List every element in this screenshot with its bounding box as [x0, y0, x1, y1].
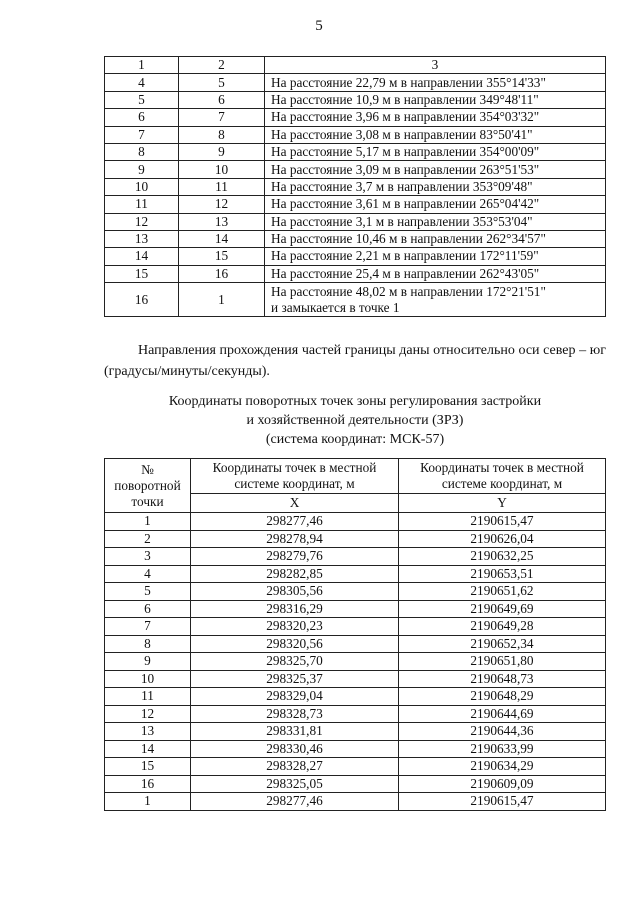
y-coordinate: 2190633,99 [399, 740, 606, 758]
from-point: 11 [105, 196, 179, 213]
from-point: 12 [105, 213, 179, 230]
y-coordinate: 2190652,34 [399, 635, 606, 653]
to-point: 1 [179, 283, 265, 317]
segment-description [265, 283, 606, 317]
point-number-header: № поворотной точки [105, 459, 191, 513]
from-point: 9 [105, 161, 179, 178]
segment-description: На расстояние 5,17 м в направлении 354°00'09" [265, 143, 606, 160]
y-coord-header: Координаты точек в местной системе координат, м [399, 459, 606, 494]
segment-description: На расстояние 3,09 м в направлении 263°51'53" [265, 161, 606, 178]
table-row [105, 565, 606, 583]
table-row [105, 775, 606, 793]
segment-description: На расстояние 10,46 м в направлении 262°34'57" [265, 230, 606, 247]
x-coordinate: 298325,70 [191, 653, 399, 671]
x-coordinate: 298328,27 [191, 758, 399, 776]
point-number: 2 [105, 530, 191, 548]
from-point: 14 [105, 248, 179, 265]
from-point: 4 [105, 74, 179, 91]
table-row [105, 618, 606, 636]
to-point: 6 [179, 91, 265, 108]
heading-line-1: Координаты поворотных точек зоны регулирования застройки [168, 394, 542, 409]
x-coordinate: 298277,46 [191, 513, 399, 531]
segment-description: На расстояние 3,61 м в направлении 265°04'42" [265, 196, 606, 213]
segment-description: На расстояние 3,1 м в направлении 353°53'04" [265, 213, 606, 230]
table-row [105, 723, 606, 741]
table-row [105, 74, 606, 91]
y-coordinate: 2190615,47 [399, 513, 606, 531]
table-row [105, 670, 606, 688]
table-row [105, 793, 606, 811]
to-point: 12 [179, 196, 265, 213]
x-coordinate: 298305,56 [191, 583, 399, 601]
table-row [105, 705, 606, 723]
table-row [105, 530, 606, 548]
from-point: 15 [105, 265, 179, 282]
x-coordinate: 298325,37 [191, 670, 399, 688]
segment-description: На расстояние 2,21 м в направлении 172°11'59" [265, 248, 606, 265]
x-coordinate: 298330,46 [191, 740, 399, 758]
x-coordinate: 298320,56 [191, 635, 399, 653]
y-coordinate: 2190651,62 [399, 583, 606, 601]
table-row [105, 248, 606, 265]
table-row [105, 213, 606, 230]
y-coordinate: 2190632,25 [399, 548, 606, 566]
table-row [105, 91, 606, 108]
y-coordinate: 2190653,51 [399, 565, 606, 583]
x-coordinate: 298278,94 [191, 530, 399, 548]
header-cell: 1 [105, 57, 179, 74]
from-point: 8 [105, 143, 179, 160]
table-row [105, 109, 606, 126]
segment-description: На расстояние 10,9 м в направлении 349°48'11" [265, 91, 606, 108]
y-coordinate: 2190651,80 [399, 653, 606, 671]
to-point: 5 [179, 74, 265, 91]
boundary-segments-table [104, 56, 606, 317]
x-coordinate: 298277,46 [191, 793, 399, 811]
table-row [105, 548, 606, 566]
point-number: 13 [105, 723, 191, 741]
page-number: 5 [315, 18, 323, 34]
table-row [105, 583, 606, 601]
from-point: 13 [105, 230, 179, 247]
y-coordinate: 2190609,09 [399, 775, 606, 793]
table-row [105, 758, 606, 776]
y-coordinate: 2190648,73 [399, 670, 606, 688]
y-label: Y [399, 494, 606, 513]
point-number: 10 [105, 670, 191, 688]
point-number: 14 [105, 740, 191, 758]
to-point: 7 [179, 109, 265, 126]
point-number: 1 [105, 793, 191, 811]
to-point: 14 [179, 230, 265, 247]
table-row [105, 230, 606, 247]
from-point: 10 [105, 178, 179, 195]
x-label: X [191, 494, 399, 513]
y-coordinate: 2190644,36 [399, 723, 606, 741]
segment-description: На расстояние 22,79 м в направлении 355°14'33" [265, 74, 606, 91]
to-point: 16 [179, 265, 265, 282]
table-row [105, 283, 606, 317]
x-coordinate: 298320,23 [191, 618, 399, 636]
table-row [105, 178, 606, 195]
point-number: 9 [105, 653, 191, 671]
point-number: 3 [105, 548, 191, 566]
segment-description: На расстояние 3,08 м в направлении 83°50'41" [265, 126, 606, 143]
point-number: 12 [105, 705, 191, 723]
table-row [105, 688, 606, 706]
table-row [105, 143, 606, 160]
from-point: 16 [105, 283, 179, 317]
to-point: 9 [179, 143, 265, 160]
direction-note: Направления прохождения частей границы даны относительно оси север – юг (градусы/минуты/секунды). [104, 343, 606, 379]
x-coordinate: 298279,76 [191, 548, 399, 566]
to-point: 11 [179, 178, 265, 195]
segment-description: На расстояние 25,4 м в направлении 262°43'05" [265, 265, 606, 282]
from-point: 6 [105, 109, 179, 126]
table-row [105, 161, 606, 178]
x-coordinate: 298282,85 [191, 565, 399, 583]
table-header-row [105, 57, 606, 74]
y-coordinate: 2190626,04 [399, 530, 606, 548]
point-number: 16 [105, 775, 191, 793]
x-coordinate: 298325,05 [191, 775, 399, 793]
to-point: 13 [179, 213, 265, 230]
y-coordinate: 2190649,28 [399, 618, 606, 636]
table-row [105, 126, 606, 143]
segment-description: На расстояние 3,96 м в направлении 354°03'32" [265, 109, 606, 126]
y-coordinate: 2190649,69 [399, 600, 606, 618]
point-number: 4 [105, 565, 191, 583]
point-number: 11 [105, 688, 191, 706]
table-row [105, 653, 606, 671]
heading-line-2: и хозяйственной деятельности (ЗРЗ) [246, 413, 464, 428]
x-coordinate: 298328,73 [191, 705, 399, 723]
y-coordinate: 2190644,69 [399, 705, 606, 723]
table-row [105, 265, 606, 282]
table-row [105, 600, 606, 618]
table-row [105, 635, 606, 653]
x-coordinate: 298329,04 [191, 688, 399, 706]
table-row [105, 196, 606, 213]
heading-line-3: (система координат: МСК-57) [265, 432, 445, 447]
header-cell: 2 [179, 57, 265, 74]
coordinates-table [104, 458, 606, 811]
table-row [105, 513, 606, 531]
x-coord-header: Координаты точек в местной системе координат, м [191, 459, 399, 494]
y-coordinate: 2190648,29 [399, 688, 606, 706]
point-number: 5 [105, 583, 191, 601]
from-point: 7 [105, 126, 179, 143]
to-point: 15 [179, 248, 265, 265]
y-coordinate: 2190634,29 [399, 758, 606, 776]
table-row [105, 740, 606, 758]
to-point: 10 [179, 161, 265, 178]
segment-description: На расстояние 3,7 м в направлении 353°09'48" [265, 178, 606, 195]
description-line-2: и замыкается в точке 1 [271, 299, 400, 315]
point-number: 15 [105, 758, 191, 776]
header-cell: 3 [265, 57, 606, 74]
from-point: 5 [105, 91, 179, 108]
point-number: 7 [105, 618, 191, 636]
description-line-1: На расстояние 48,02 м в направлении 172°21'51" [271, 283, 546, 299]
to-point: 8 [179, 126, 265, 143]
x-coordinate: 298331,81 [191, 723, 399, 741]
point-number: 1 [105, 513, 191, 531]
x-coordinate: 298316,29 [191, 600, 399, 618]
point-number: 6 [105, 600, 191, 618]
y-coordinate: 2190615,47 [399, 793, 606, 811]
point-number: 8 [105, 635, 191, 653]
coordinates-heading [104, 392, 606, 449]
